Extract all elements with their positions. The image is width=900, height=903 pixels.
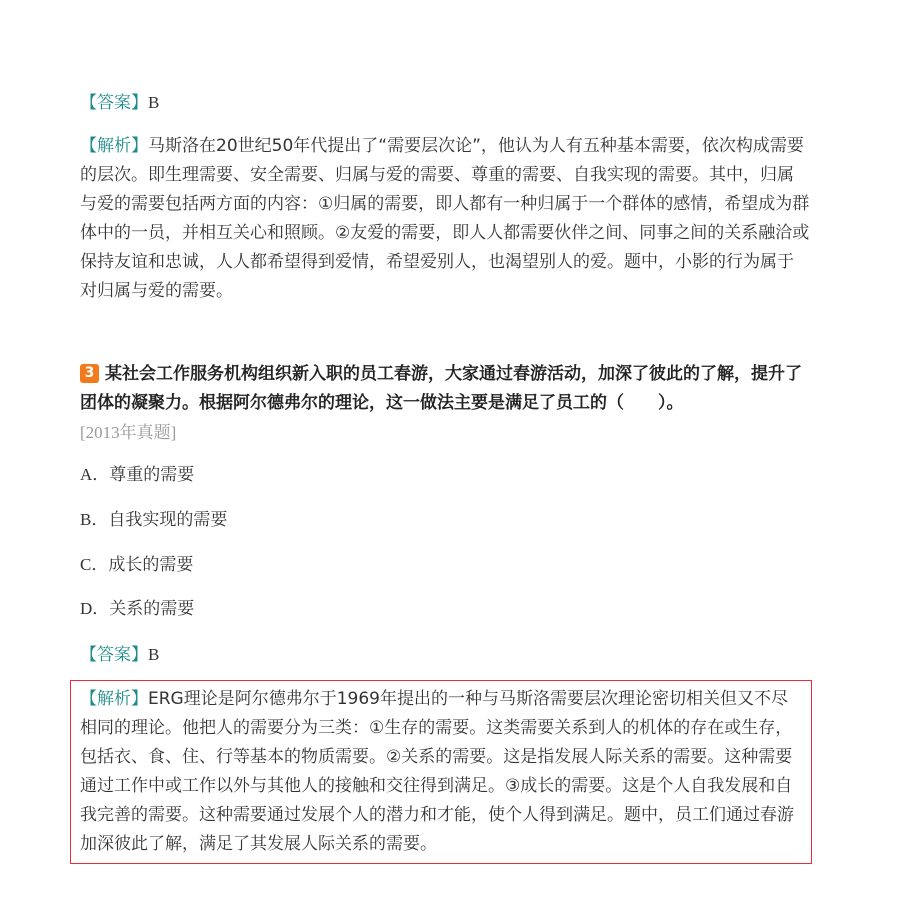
- option-letter: D．: [80, 599, 110, 618]
- question-source: [2013年真题]: [80, 423, 177, 442]
- analysis-text: 马斯洛在20世纪50年代提出了“需要层次论”，他认为人有五种基本需要，依次构成需要的层次。即生理需要、安全需要、归属与爱的需要、尊重的需要、自我实现的需要。其中，归属与爱的需要包括两方面的内容：①归属的需要，即人都有一种归属于一个群体的感情，希望成为群体中的一员，并相互关心和照顾。②友爱的需要，即人人都需要伙伴之间、同事之间的关系融洽或保持友谊和忠诚，人人都希望得到爱情，希望爱别人，也渴望别人的爱。题中，小影的行为属于对归属与爱的需要。: [80, 136, 810, 301]
- question-number-badge: 3: [80, 364, 99, 383]
- analysis-block-1: [80, 132, 810, 306]
- option-text: 自我实现的需要: [108, 510, 228, 530]
- question-stem: 某社会工作服务机构组织新入职的员工春游，大家通过春游活动，加深了彼此的了解，提升了团体的凝聚力。根据阿尔德弗尔的理论，这一做法主要是满足了员工的（ ）。: [80, 364, 802, 413]
- question-3: [80, 360, 810, 447]
- analysis-block-2-highlighted: [70, 680, 812, 864]
- answer-value: B: [148, 645, 160, 664]
- option-c: [80, 550, 810, 580]
- option-text: 成长的需要: [108, 555, 194, 575]
- option-a: [80, 460, 810, 490]
- answer-block-1: [80, 88, 810, 118]
- analysis-tag: 【解析】: [80, 136, 148, 156]
- analysis-text: ERG理论是阿尔德弗尔于1969年提出的一种与马斯洛需要层次理论密切相关但又不尽相同的理论。他把人的需要分为三类：①生存的需要。这类需要关系到人的机体的存在或生存，包括衣、食、住、行等基本的物质需要。②关系的需要。这是指发展人际关系的需要。这种需要通过工作中或工作以外与其他人的接触和交往得到满足。③成长的需要。这是个人自我发展和自我完善的需要。这种需要通过发展个人的潜力和才能，使个人得到满足。题中，员工们通过春游加深彼此了解，满足了其发展人际关系的需要。: [80, 689, 794, 854]
- option-text: 关系的需要: [109, 599, 195, 619]
- answer-tag: 【答案】: [80, 645, 148, 665]
- option-b: [80, 505, 810, 535]
- option-letter: B．: [80, 510, 109, 529]
- option-d: [80, 594, 810, 624]
- answer-block-2: [80, 640, 810, 670]
- option-text: 尊重的需要: [109, 465, 195, 485]
- analysis-tag: 【解析】: [80, 689, 148, 709]
- answer-tag: 【答案】: [80, 93, 148, 113]
- answer-value: B: [148, 93, 160, 112]
- option-letter: A．: [80, 465, 110, 484]
- option-letter: C．: [80, 555, 109, 574]
